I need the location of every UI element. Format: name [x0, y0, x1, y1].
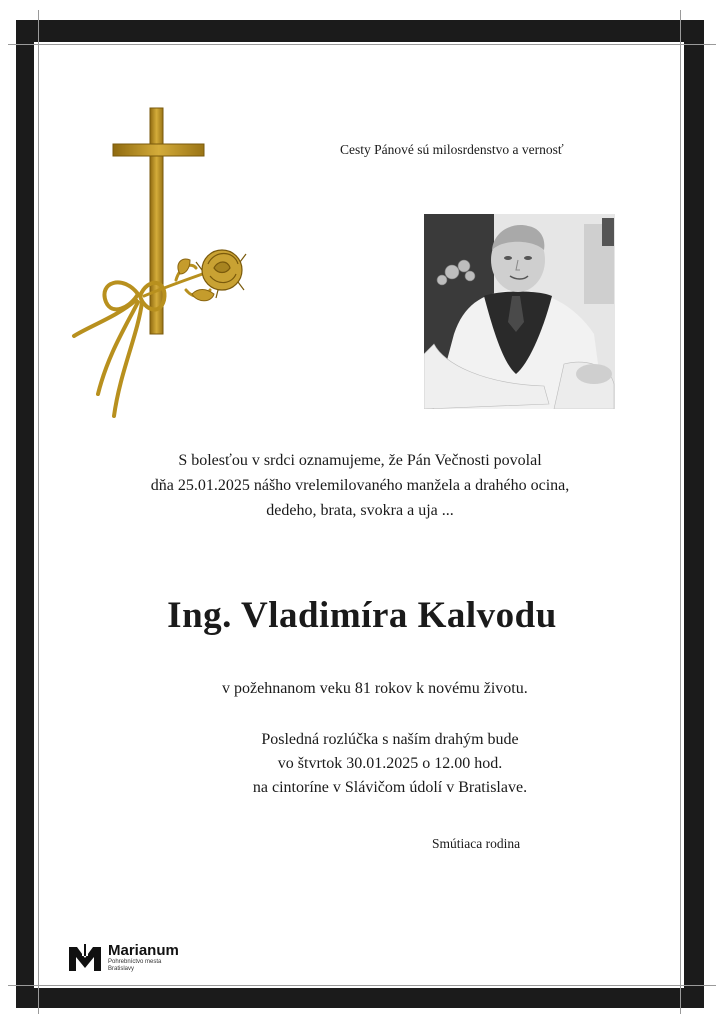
farewell-line: vo štvrtok 30.01.2025 o 12.00 hod.: [277, 755, 503, 772]
announcement-line: dedeho, brata, svokra a uja ...: [266, 502, 454, 519]
frame-bottom-border: [16, 988, 704, 1008]
marianum-logo: [68, 942, 228, 976]
frame-guide-line: [680, 10, 681, 1014]
bible-verse: Cesty Pánové sú milosrdenstvo a vernosť: [340, 142, 564, 157]
family-signature: Smútiaca rodina: [432, 836, 521, 851]
announcement-text: [120, 448, 600, 523]
frame-right-border: [684, 20, 704, 1008]
frame-guide-line: [8, 44, 716, 45]
frame-guide-line: [8, 985, 716, 986]
logo-subtitle: Pohrebníctvo mesta Bratislavy: [108, 959, 162, 972]
portrait-photo: [424, 214, 615, 409]
marianum-logo-icon: [68, 944, 102, 972]
announcement-line: dňa 25.01.2025 nášho vrelemilovaného manžela a drahého ocina,: [150, 477, 570, 494]
age-line: v požehnanom veku 81 rokov k novému životu.: [222, 680, 528, 697]
frame-guide-line: [38, 10, 39, 1014]
logo-name: Marianum: [108, 942, 179, 959]
announcement-line: S bolesťou v srdci oznamujeme, že Pán Večnosti povolal: [178, 452, 542, 469]
cross-with-rose-icon: [68, 104, 248, 426]
farewell-line: Posledná rozlúčka s naším drahým bude: [261, 731, 519, 748]
frame-top-border: [16, 20, 704, 42]
deceased-name: Ing. Vladimíra Kalvodu: [167, 595, 557, 636]
frame-left-border: [16, 20, 34, 1008]
farewell-details: [180, 728, 600, 800]
farewell-line: na cintoríne v Slávičom údolí v Bratislave.: [252, 779, 528, 796]
